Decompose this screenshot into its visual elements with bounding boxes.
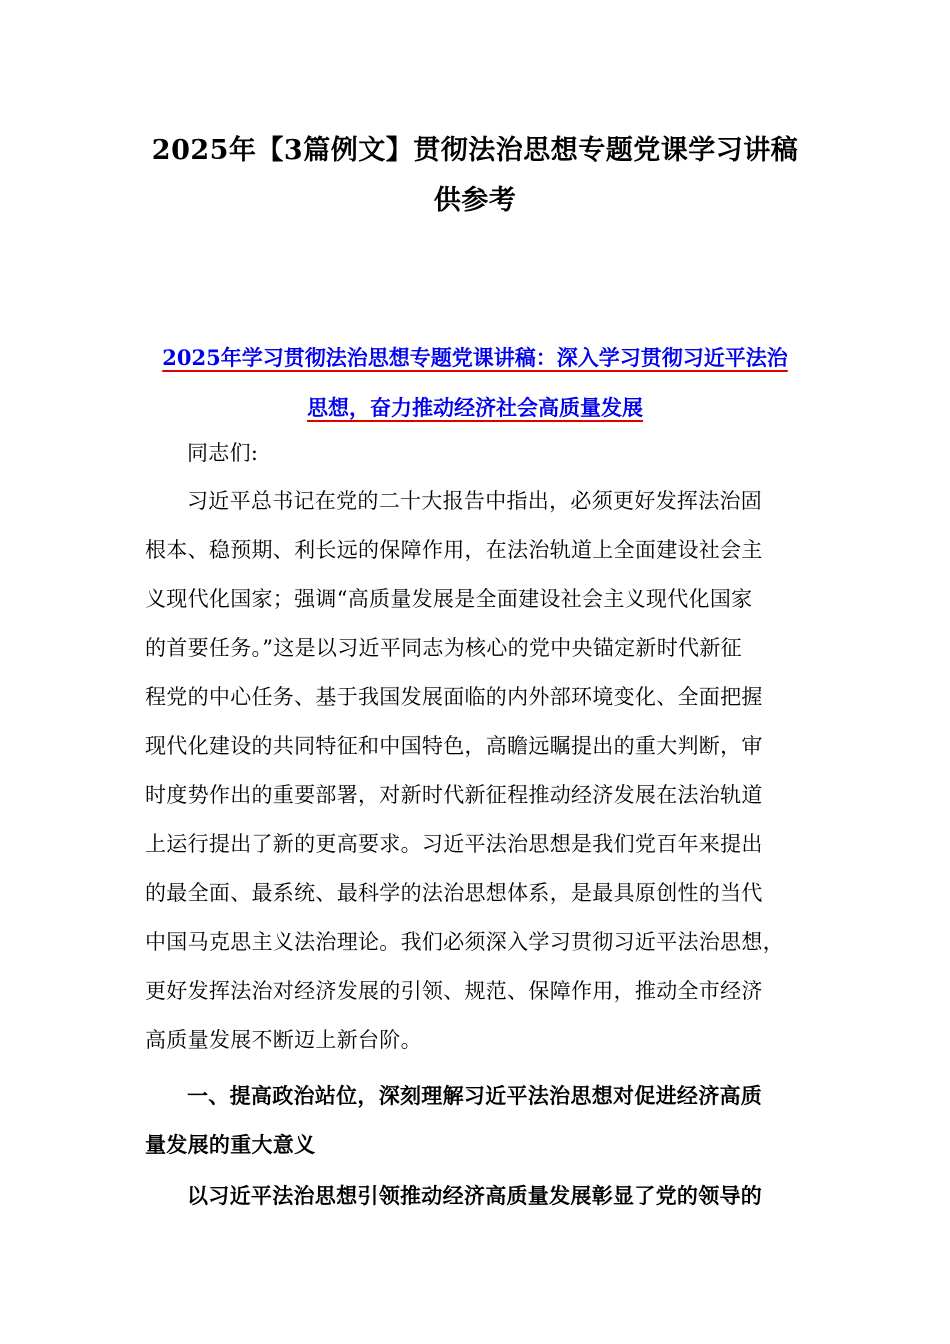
paragraph-line: 程党的中心任务、基于我国发展面临的内外部环境变化、全面把握 <box>145 685 763 709</box>
section-link-line[interactable] <box>120 383 830 433</box>
document-title <box>100 126 850 226</box>
section-heading-1 <box>145 1071 810 1169</box>
title-line: 供参考 <box>433 185 517 216</box>
section-title-link[interactable] <box>120 333 830 433</box>
section-link-text[interactable]: 思想，奋力推动经济社会高质量发展 <box>307 395 643 420</box>
paragraph-bold <box>145 1171 810 1220</box>
greeting-text: 同志们: <box>187 441 259 465</box>
paragraph-line: 习近平总书记在党的二十大报告中指出，必须更好发挥法治固 <box>187 489 763 513</box>
paragraph-intro <box>145 477 810 1065</box>
heading-line: 一、提高政治站位，深刻理解习近平法治思想对促进经济高质 <box>187 1083 763 1108</box>
paragraph-line: 时度势作出的重要部署，对新时代新征程推动经济发展在法治轨道 <box>145 783 763 807</box>
paragraph-line: 高质量发展不断迈上新台阶。 <box>145 1028 422 1052</box>
paragraph-line: 更好发挥法治对经济发展的引领、规范、保障作用，推动全市经济 <box>145 979 763 1003</box>
paragraph-line: 根本、稳预期、利长远的保障作用，在法治轨道上全面建设社会主 <box>145 538 763 562</box>
paragraph-line: 上运行提出了新的更高要求。习近平法治思想是我们党百年来提出 <box>145 832 763 856</box>
paragraph-line: 现代化建设的共同特征和中国特色，高瞻远瞩提出的重大判断，审 <box>145 734 763 758</box>
paragraph-line: 义现代化国家；强调“高质量发展是全面建设社会主义现代化国家 <box>145 587 753 611</box>
section-link-text[interactable]: 2025年学习贯彻法治思想专题党课讲稿：深入学习贯彻习近平法治 <box>162 345 788 370</box>
section-link-line[interactable] <box>120 333 830 383</box>
greeting <box>145 429 810 478</box>
paragraph-line: 的首要任务。”这是以习近平同志为核心的党中央锚定新时代新征 <box>145 636 742 660</box>
paragraph-line: 中国马克思主义法治理论。我们必须深入学习贯彻习近平法治思想， <box>145 930 784 954</box>
paragraph-line: 的最全面、最系统、最科学的法治思想体系，是最具原创性的当代 <box>145 881 763 905</box>
title-line: 2025年【3篇例文】贯彻法治思想专题党课学习讲稿 <box>151 135 799 166</box>
paragraph-line: 以习近平法治思想引领推动经济高质量发展彰显了党的领导的 <box>187 1183 763 1208</box>
heading-line: 量发展的重大意义 <box>145 1132 316 1157</box>
